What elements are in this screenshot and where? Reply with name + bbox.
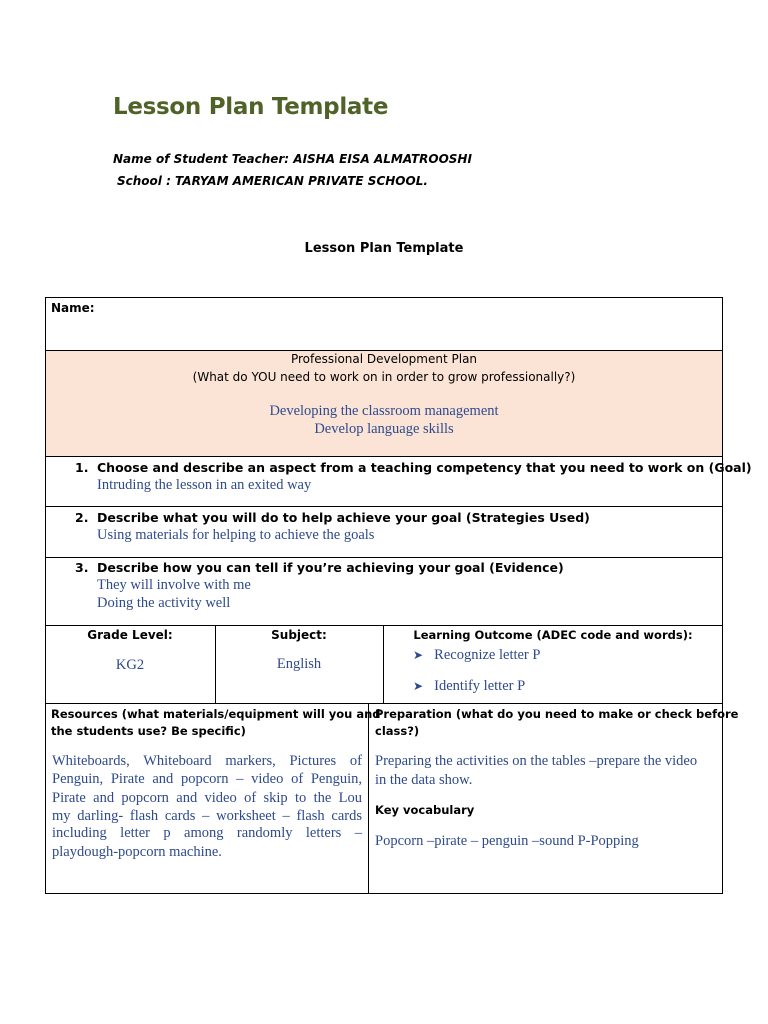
preparation-label: Preparation (what do you need to make or check before [375,707,739,721]
item-number: 2. [75,510,89,525]
item-answer: Using materials for helping to achieve the goals [97,527,375,543]
resources-text-line: Penguin, Pirate and popcorn – video of Penguin, [52,771,362,787]
resources-text-line: Whiteboards, Whiteboard markers, Pictures of [52,753,362,769]
resources-text-line: Pirate and popcorn and video of skip to the Lou [52,790,362,806]
preparation-text-line: Preparing the activities on the tables –prepare the video [375,753,698,769]
learning-outcome-item: ➤ Identify letter P [413,678,526,694]
pd-heading: Professional Development Plan [290,352,478,366]
lesson-plan-table [45,297,752,894]
item-question-evidence: Describe how you can tell if you’re achieving your goal (Evidence) [97,560,564,575]
school-name: School : TARYAM AMERICAN PRIVATE SCHOOL. [117,174,428,188]
item-question-goal: Choose and describe an aspect from a teaching competency that you need to work on (Goal) [97,460,752,475]
item-question-strategies: Describe what you will do to help achieve your goal (Strategies Used) [97,510,590,525]
preparation-label-cont: class?) [375,724,420,738]
resources-label: Resources (what materials/equipment will you and [51,707,381,721]
document-title: Lesson Plan Template [113,94,389,120]
pd-answer: Develop language skills [314,421,454,437]
key-vocabulary-text: Popcorn –pirate – penguin –sound P-Popping [375,833,639,849]
learning-outcome-item: ➤ Recognize letter P [413,647,541,663]
pd-subheading: (What do YOU need to work on in order to grow professionally?) [192,370,576,384]
name-label: Name: [51,301,95,315]
learning-outcome-label: Learning Outcome (ADEC code and words): [413,628,693,642]
arrow-bullet-icon: ➤ [413,648,424,662]
item-answer: Doing the activity well [97,595,231,611]
resources-text-line: my darling- flash cards – worksheet – flash cards [52,808,362,824]
section-title: Lesson Plan Template [304,241,464,256]
subject-label: Subject: [271,628,327,642]
pd-answer: Developing the classroom management [269,403,499,419]
key-vocabulary-label: Key vocabulary [375,803,475,817]
item-answer: Intruding the lesson in an exited way [97,477,312,493]
preparation-text-line: in the data show. [375,772,473,788]
arrow-bullet-icon: ➤ [413,679,424,693]
item-number: 1. [75,460,89,475]
subject-value: English [276,656,322,672]
item-number: 3. [75,560,89,575]
item-answer: They will involve with me [97,577,251,593]
resources-text-line: including letter p among randomly letters – [52,825,362,841]
resources-text-line: playdough-popcorn machine. [52,844,222,860]
resources-label-cont: the students use? Be specific) [51,724,246,738]
grade-level-label: Grade Level: [87,628,173,642]
student-teacher-name: Name of Student Teacher: AISHA EISA ALMATROOSHI [113,152,472,166]
grade-level-value: KG2 [115,657,145,673]
